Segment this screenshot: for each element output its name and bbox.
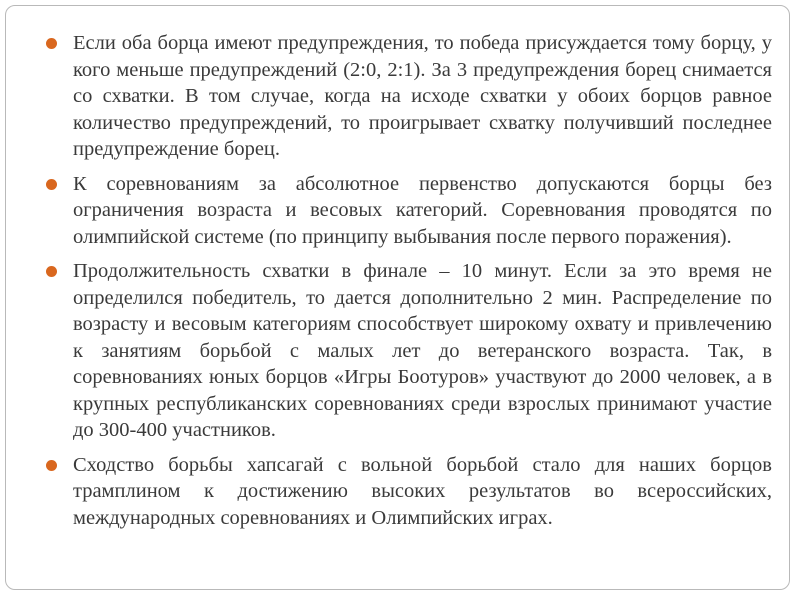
bullet-text: К соревнованиям за абсолютное первенство допускаются борцы без ограничения возраста и весовых категорий. Соревнования проводятся по олимпийской системе (по принципу выбывания после первого поражения).	[73, 172, 772, 248]
bullet-dot-icon	[46, 460, 57, 471]
bullet-item-4	[46, 452, 772, 532]
bullet-text: Продолжительность схватки в финале – 10 минут. Если за это время не определился победитель, то дается дополнительно 2 мин. Распределение по возрасту и весовым категориям способствует широкому охвату и привлечению к занятиям борьбой с малых лет до ветеранского возраста. Так, в соревнованиях юных борцов «Игры Боотуров» участвуют до 2000 человек, а в крупных республиканских соревнованиях среди взрослых принимают участие до 300-400 участников.	[73, 260, 772, 441]
bullet-item-2	[46, 171, 772, 251]
bullet-item-1	[46, 30, 772, 163]
bullet-dot-icon	[46, 38, 57, 49]
bullet-dot-icon	[46, 179, 57, 190]
slide-frame	[5, 5, 790, 590]
bullet-list	[46, 30, 772, 539]
bullet-item-3	[46, 258, 772, 444]
bullet-dot-icon	[46, 266, 57, 277]
bullet-text: Сходство борьбы хапсагай с вольной борьбой стало для наших борцов трамплином к достижению высоких результатов во всероссийских, международных соревнованиях и Олимпийских играх.	[73, 453, 772, 529]
bullet-text: Если оба борца имеют предупреждения, то победа присуждается тому борцу, у кого меньше предупреждений (2:0, 2:1). За 3 предупреждения борец снимается со схватки. В том случае, когда на исходе схватки у обоих борцов равное количество предупреждений, то проигрывает схватку получивший последнее предупреждение борец.	[73, 32, 772, 160]
